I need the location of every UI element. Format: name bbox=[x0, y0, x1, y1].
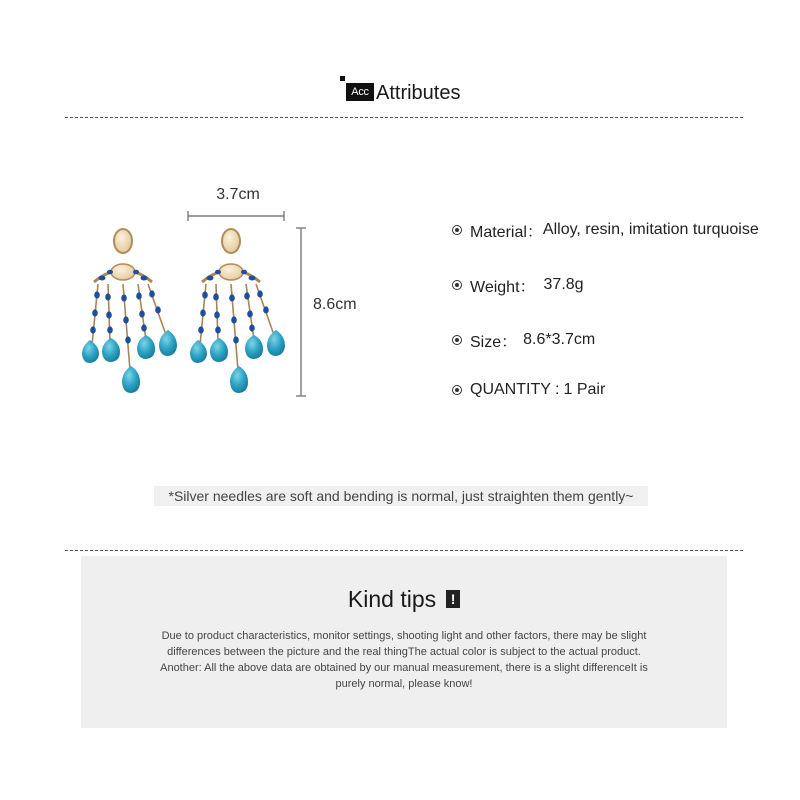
kind-tips-body bbox=[119, 628, 689, 692]
bullet-icon bbox=[452, 335, 462, 345]
bullet-icon bbox=[452, 280, 462, 290]
exclamation-icon: ! bbox=[446, 590, 460, 608]
tips-line: purely normal, please know! bbox=[335, 678, 473, 690]
kind-tips-title bbox=[81, 582, 727, 614]
bullet-icon bbox=[452, 385, 462, 395]
top-divider bbox=[65, 117, 743, 118]
kind-tips-title-text: Kind tips bbox=[347, 585, 437, 612]
attribute-label: QUANTITY : bbox=[470, 381, 560, 398]
silver-needle-note: *Silver needles are soft and bending is normal, just straighten them gently~ bbox=[154, 486, 648, 506]
attribute-value: Alloy, resin, imitation turquoise bbox=[542, 221, 759, 238]
middle-divider bbox=[65, 550, 743, 551]
attribute-value: 8.6*3.7cm bbox=[523, 331, 596, 348]
bullet-icon bbox=[452, 225, 462, 235]
attribute-label: Size： bbox=[470, 333, 518, 351]
header-dot bbox=[340, 76, 345, 81]
section-title: Attributes bbox=[376, 82, 461, 104]
kind-tips-box bbox=[81, 556, 727, 728]
width-dimension-label: 3.7cm bbox=[216, 186, 260, 203]
attribute-material bbox=[452, 218, 759, 242]
earrings-product-image bbox=[80, 180, 340, 410]
tips-line: Another: All the above data are obtained by our manual measurement, there is a slight differenceIt is bbox=[160, 662, 648, 674]
height-dimension-label: 8.6cm bbox=[313, 296, 357, 313]
tips-line: Due to product characteristics, monitor settings, shooting light and other factors, there may be slight bbox=[161, 630, 647, 642]
attribute-quantity bbox=[452, 378, 605, 402]
attribute-weight bbox=[452, 273, 584, 297]
tips-line: differences between the picture and the real thingThe actual color is subject to the actual product. bbox=[167, 646, 641, 658]
attribute-label: Material： bbox=[470, 223, 543, 241]
attribute-size bbox=[452, 328, 595, 352]
attribute-value: 1 Pair bbox=[563, 381, 606, 398]
header-badge: Acc bbox=[346, 83, 374, 101]
attribute-value: 37.8g bbox=[543, 276, 584, 293]
attribute-label: Weight： bbox=[470, 278, 536, 296]
